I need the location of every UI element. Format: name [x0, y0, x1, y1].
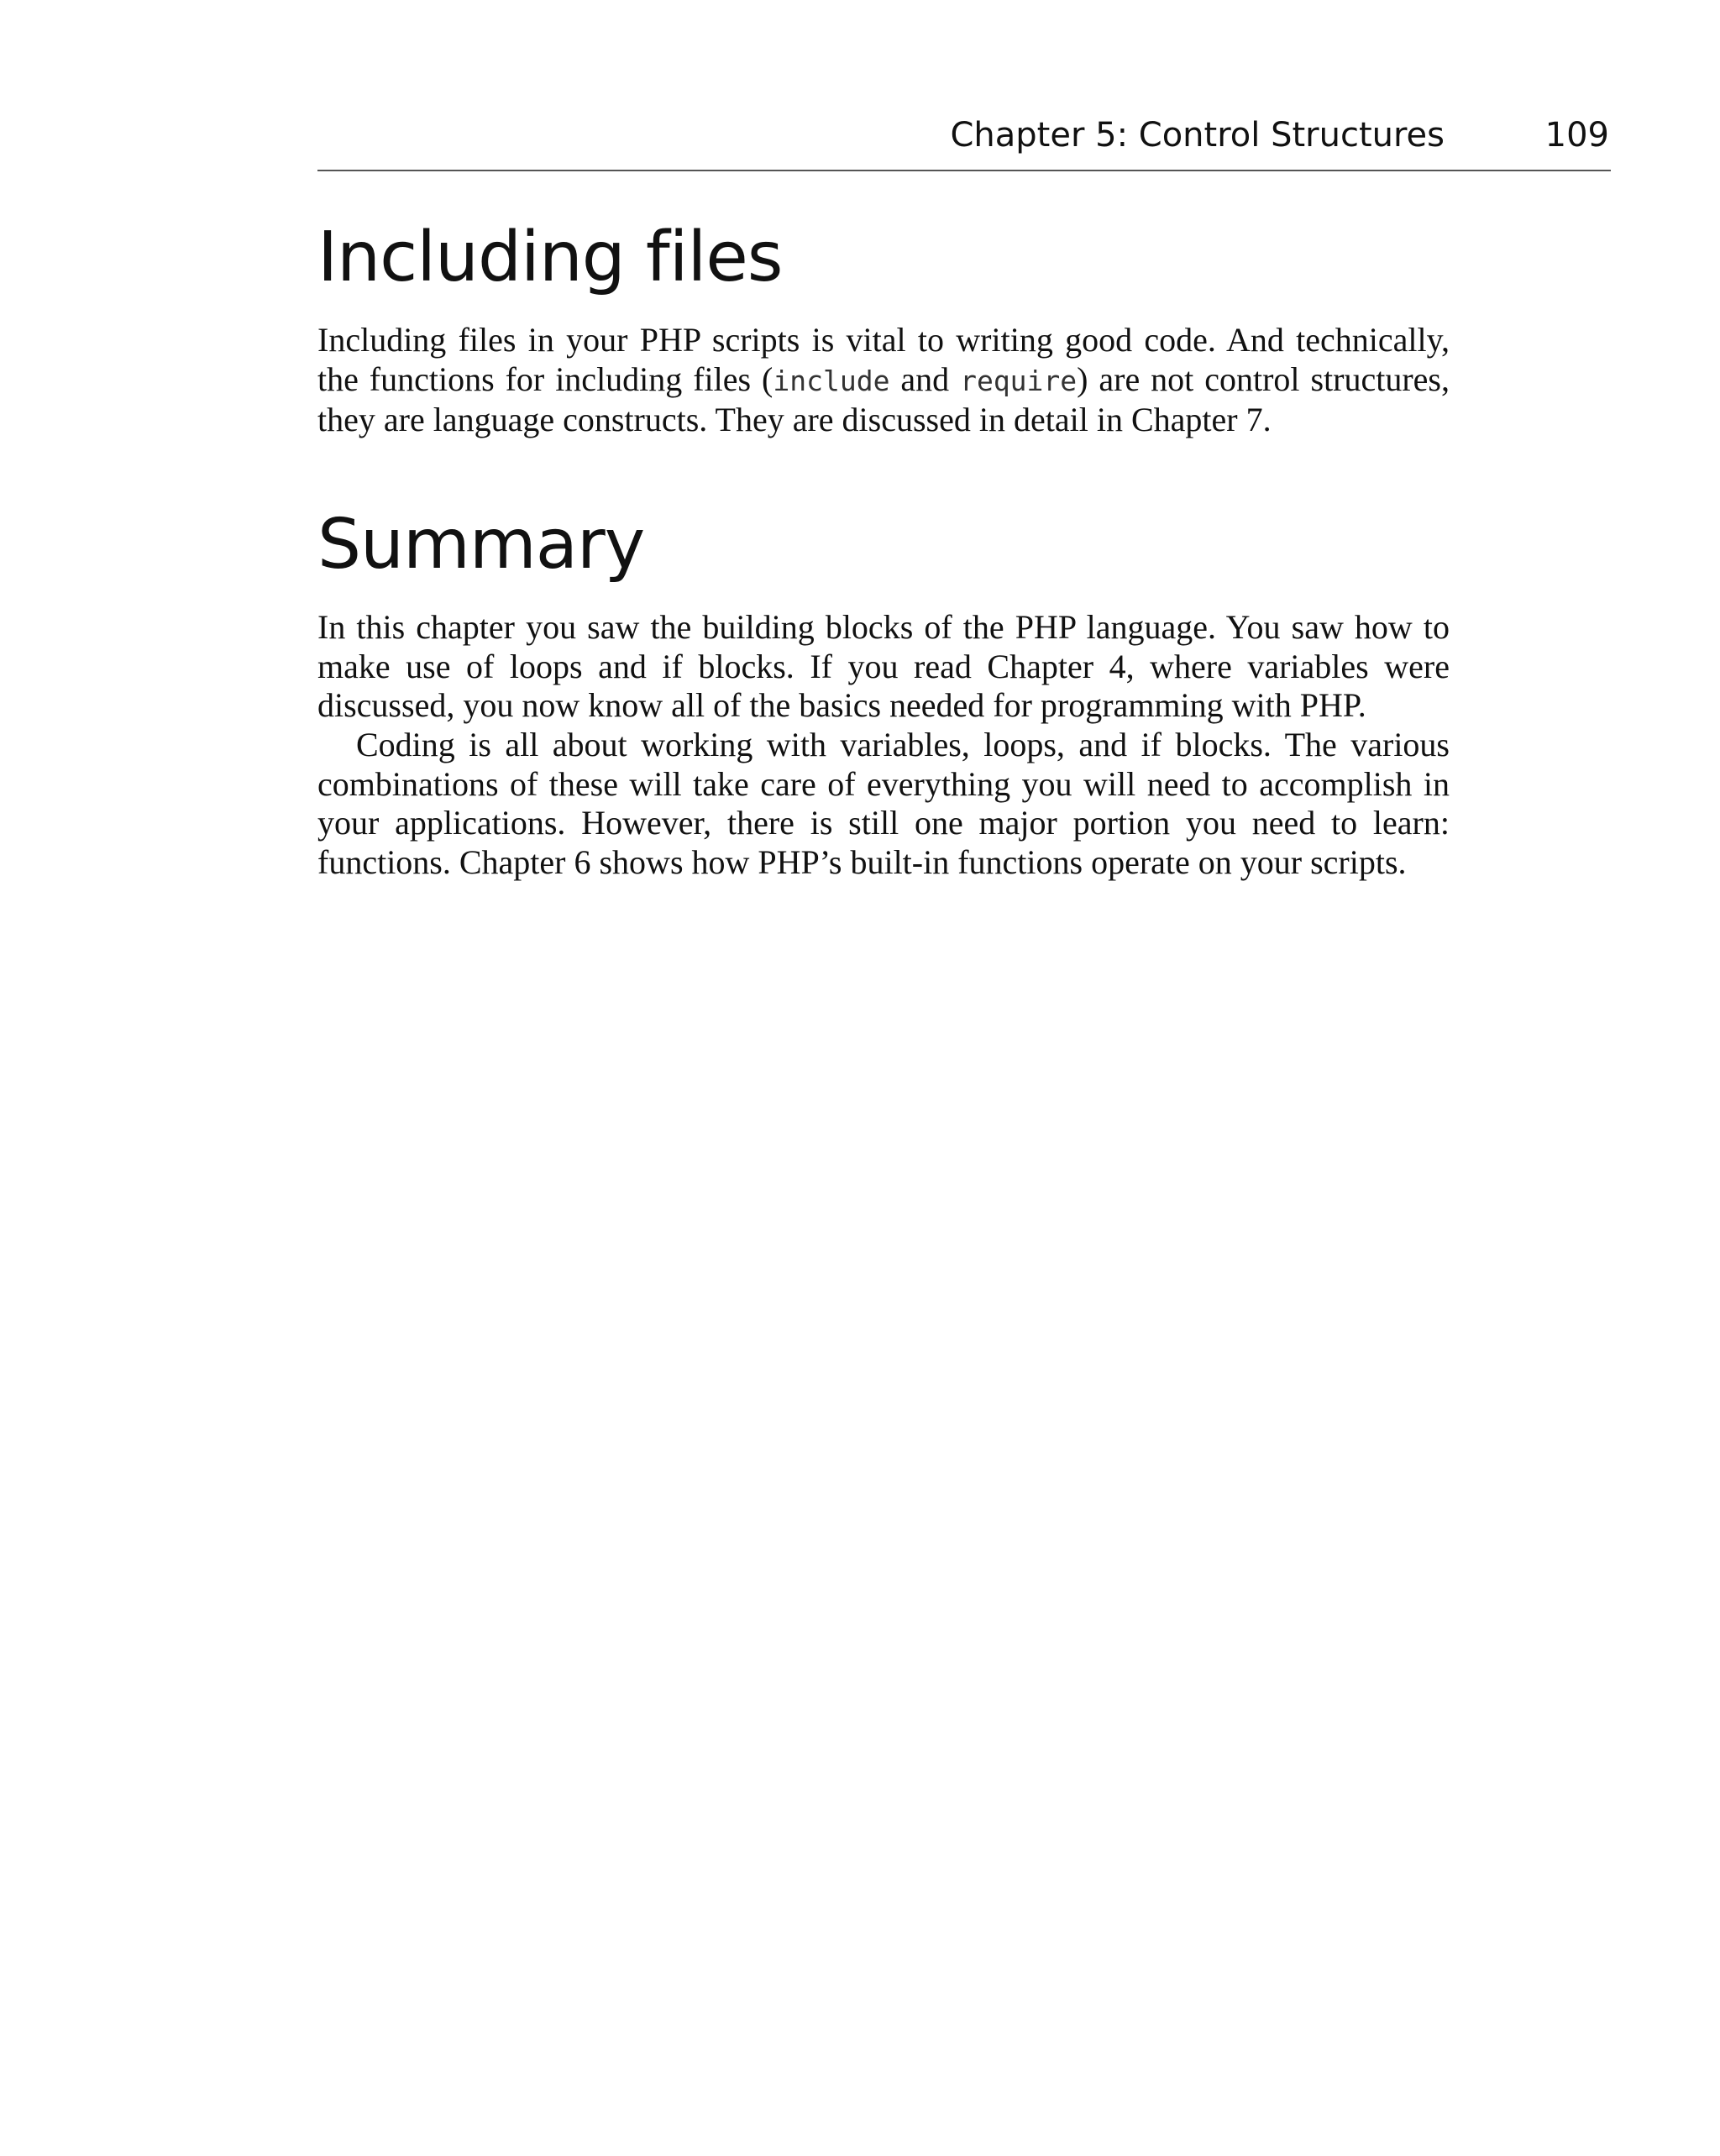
including-files-paragraph	[317, 321, 1450, 440]
text-run: Including files in your PHP scripts is vital to writing good code. And technically, the functions for including files (	[317, 321, 1450, 398]
text-run: ) are not control structures, they are language constructs. They are discussed in detail in Chapter 7.	[317, 359, 1450, 438]
page-number: 109	[1544, 116, 1609, 155]
section-heading-summary: Summary	[317, 505, 645, 585]
text-run: and	[889, 359, 961, 398]
running-header	[317, 116, 1611, 171]
code-require: require	[960, 364, 1078, 397]
summary-paragraph-2: Coding is all about working with variables, loops, and if blocks. The various combinations of these will take care of everything you will need to accomplish in your applications. However, there is still one major portion you need to learn: functions. Chapter 6 shows how PHP’s built-in functions operate on your scripts.	[317, 726, 1450, 881]
section-heading-including-files: Including files	[317, 218, 783, 297]
chapter-title: Chapter 5: Control Structures	[950, 116, 1445, 155]
code-include: include	[773, 364, 890, 397]
summary-paragraph-1: In this chapter you saw the building blocks of the PHP language. You saw how to make use of loops and if blocks. If you read Chapter 4, where variables were discussed, you now know all of the basics needed for programming with PHP.	[317, 608, 1450, 724]
